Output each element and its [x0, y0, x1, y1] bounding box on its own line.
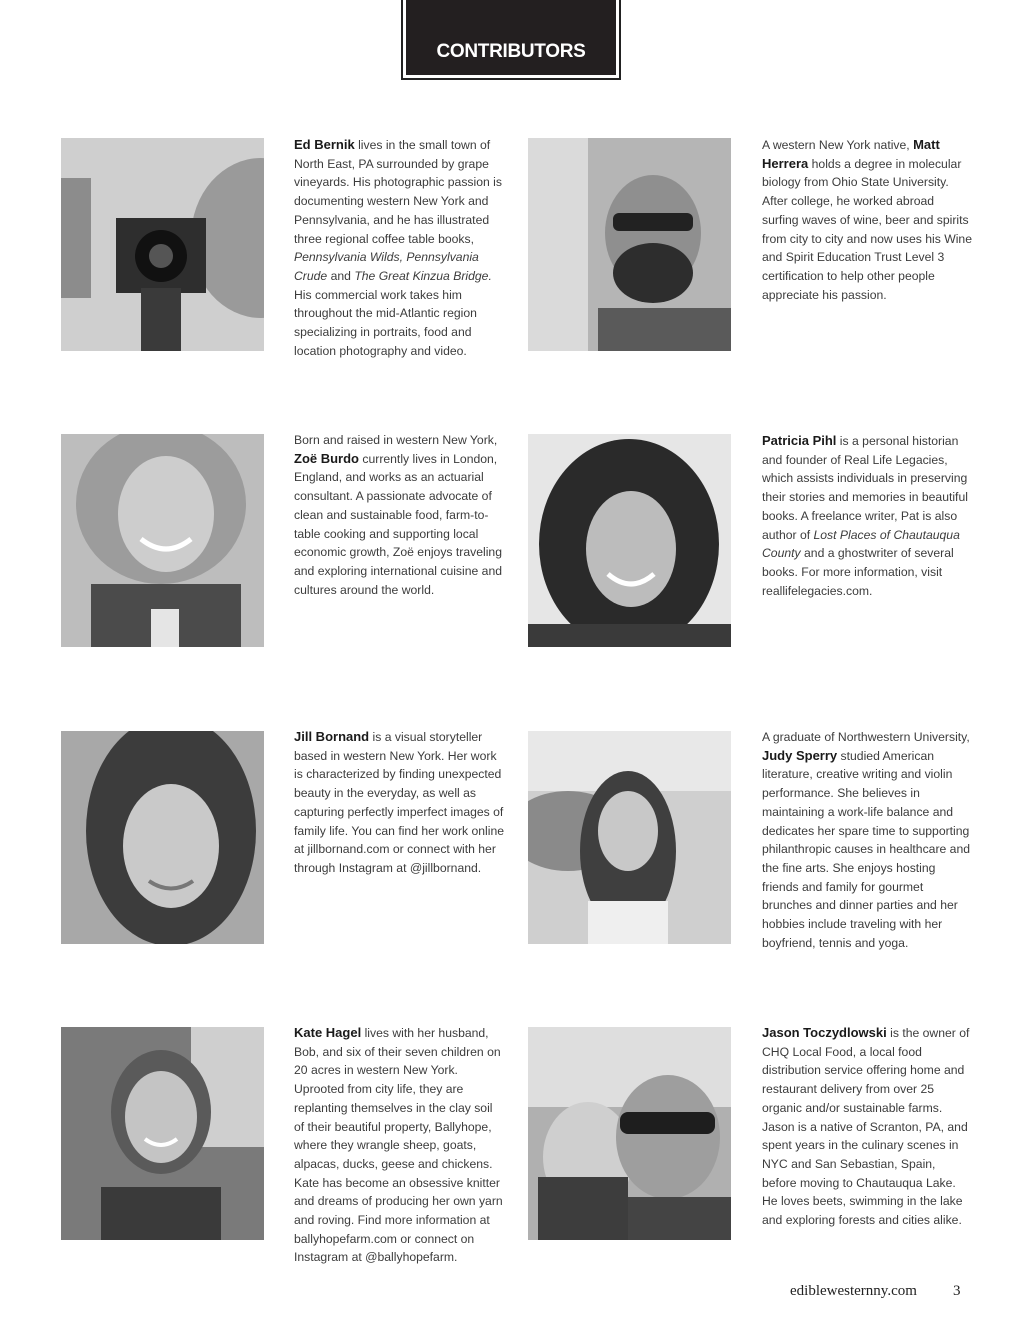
contributor-bio-patricia-pihl [762, 432, 972, 600]
contributor-text: lives in the small town of North East, PA surrounded by grape vineyards. His photographic passion is documenting western New York and Pennsylvania, and he has illustrated three regional coffee table books, [294, 138, 502, 246]
contributor-bio-judy-sperry [762, 728, 972, 952]
contributor-name: Zoë Burdo [294, 450, 359, 466]
contributor-italic: Pennsylvania Wilds, Pennsylvania Crude [294, 250, 479, 283]
contributor-photo-jason-toczydlowski [528, 1027, 731, 1240]
contributor-text: and a ghostwriter of several books. For more information, visit reallifelegacies.com. [762, 546, 954, 598]
contributor-text: and [327, 268, 355, 283]
contributor-bio-kate-hagel [294, 1024, 504, 1267]
contributor-name: Patricia Pihl [762, 433, 837, 448]
contributor-text: His commercial work takes him throughout the mid-Atlantic region specializing in portraits, food and location photography and video. [294, 287, 477, 358]
contributor-bio-ed-bernik [294, 136, 504, 360]
contributor-text: is the owner of CHQ Local Food, a local food distribution service offering home and restaurant delivery from over 25 organic and/or sustainable farms. Jason is a native of Scranton, PA, and spent years in the culinary scenes in NYC and San Sebastian, Spain, before moving to Chautauqua Lake. He loves beets, swimming in the lake and exploring forests and cities alike. [762, 1026, 970, 1228]
contributor-text: is a visual storyteller based in western New York. Her work is characterized by finding unexpected beauty in the everyday, as well as capturing perfectly imperfect images of family life. You can find her work online at jillbornand.com or connect with her through Instagram at @jillbornand. [294, 730, 505, 875]
contributor-text: holds a degree in molecular biology from Ohio State University. After college, he worked abroad surfing waves of wine, beer and spirits from city to city and now uses his Wine and Spirit Education Trust Level 3 certification to help other people appreciate his passion. [762, 156, 972, 302]
contributor-name: Ed Bernik [294, 137, 355, 152]
section-title: CONTRIBUTORS [406, 0, 616, 75]
contributor-bio-matt-herrera [762, 136, 972, 304]
contributor-name: Matt Herrera [762, 137, 940, 171]
footer-website: ediblewesternny.com [790, 1283, 917, 1299]
contributor-bio-jill-bornand [294, 728, 504, 878]
contributor-text: is a personal historian and founder of Real Life Legacies, which assists individuals in preserving their stories and memories in beautiful books. A freelance writer, Pat is also author of [762, 434, 968, 542]
contributor-text: studied American literature, creative writing and violin performance. She believes in maintaining a work-life balance and dedicates her spare time to supporting philanthropic causes in healthcare and the fine arts. She enjoys hosting friends and family for gourmet brunches and dinner parties and her hobbies include traveling with her boyfriend, tennis and yoga. [762, 748, 971, 950]
page-number: 3 [953, 1283, 961, 1299]
section-header [401, 0, 621, 80]
contributor-name: Jill Bornand [294, 729, 370, 744]
contributor-text: lives with her husband, Bob, and six of their seven children on 20 acres in western New York. Uprooted from city life, they are replanting themselves in the clay soil of their beautiful property, Ballyhope, where they wrangle sheep, goats, alpacas, ducks, geese and chickens. Kate has become an obsessive knitter and dreams of producing her own yarn and roving. Find more information at ballyhopefarm.com or connect on Instagram at @ballyhopefarm. [294, 1026, 503, 1265]
contributor-italic: Lost Places of Chautauqua County [762, 527, 960, 561]
contributor-photo-zoe-burdo [61, 434, 264, 647]
contributor-photo-jill-bornand [61, 731, 264, 944]
contributor-photo-judy-sperry [528, 731, 731, 944]
contributor-photo-ed-bernik [61, 138, 264, 351]
contributor-text: currently lives in London, England, and works as an actuarial consultant. A passionate advocate of clean and sustainable food, farm-to-table cooking and supporting local economic growth, Zoë enjoys traveling and exploring international cuisine and cultures around the world. [294, 451, 503, 597]
contributor-name: Jason Toczydlowski [762, 1025, 887, 1040]
contributor-name: Judy Sperry [762, 747, 838, 763]
contributor-name: Kate Hagel [294, 1025, 362, 1040]
contributor-bio-jason-toczydlowski [762, 1024, 972, 1230]
contributor-pre: Born and raised in western New York, [294, 433, 498, 447]
contributor-pre: A western New York native, [762, 138, 914, 152]
contributor-pre: A graduate of Northwestern University, [762, 730, 970, 744]
contributor-photo-matt-herrera [528, 138, 731, 351]
contributor-italic: The Great Kinzua Bridge. [354, 268, 492, 283]
contributor-bio-zoe-burdo [294, 431, 504, 599]
contributor-photo-patricia-pihl [528, 434, 731, 647]
contributor-photo-kate-hagel [61, 1027, 264, 1240]
